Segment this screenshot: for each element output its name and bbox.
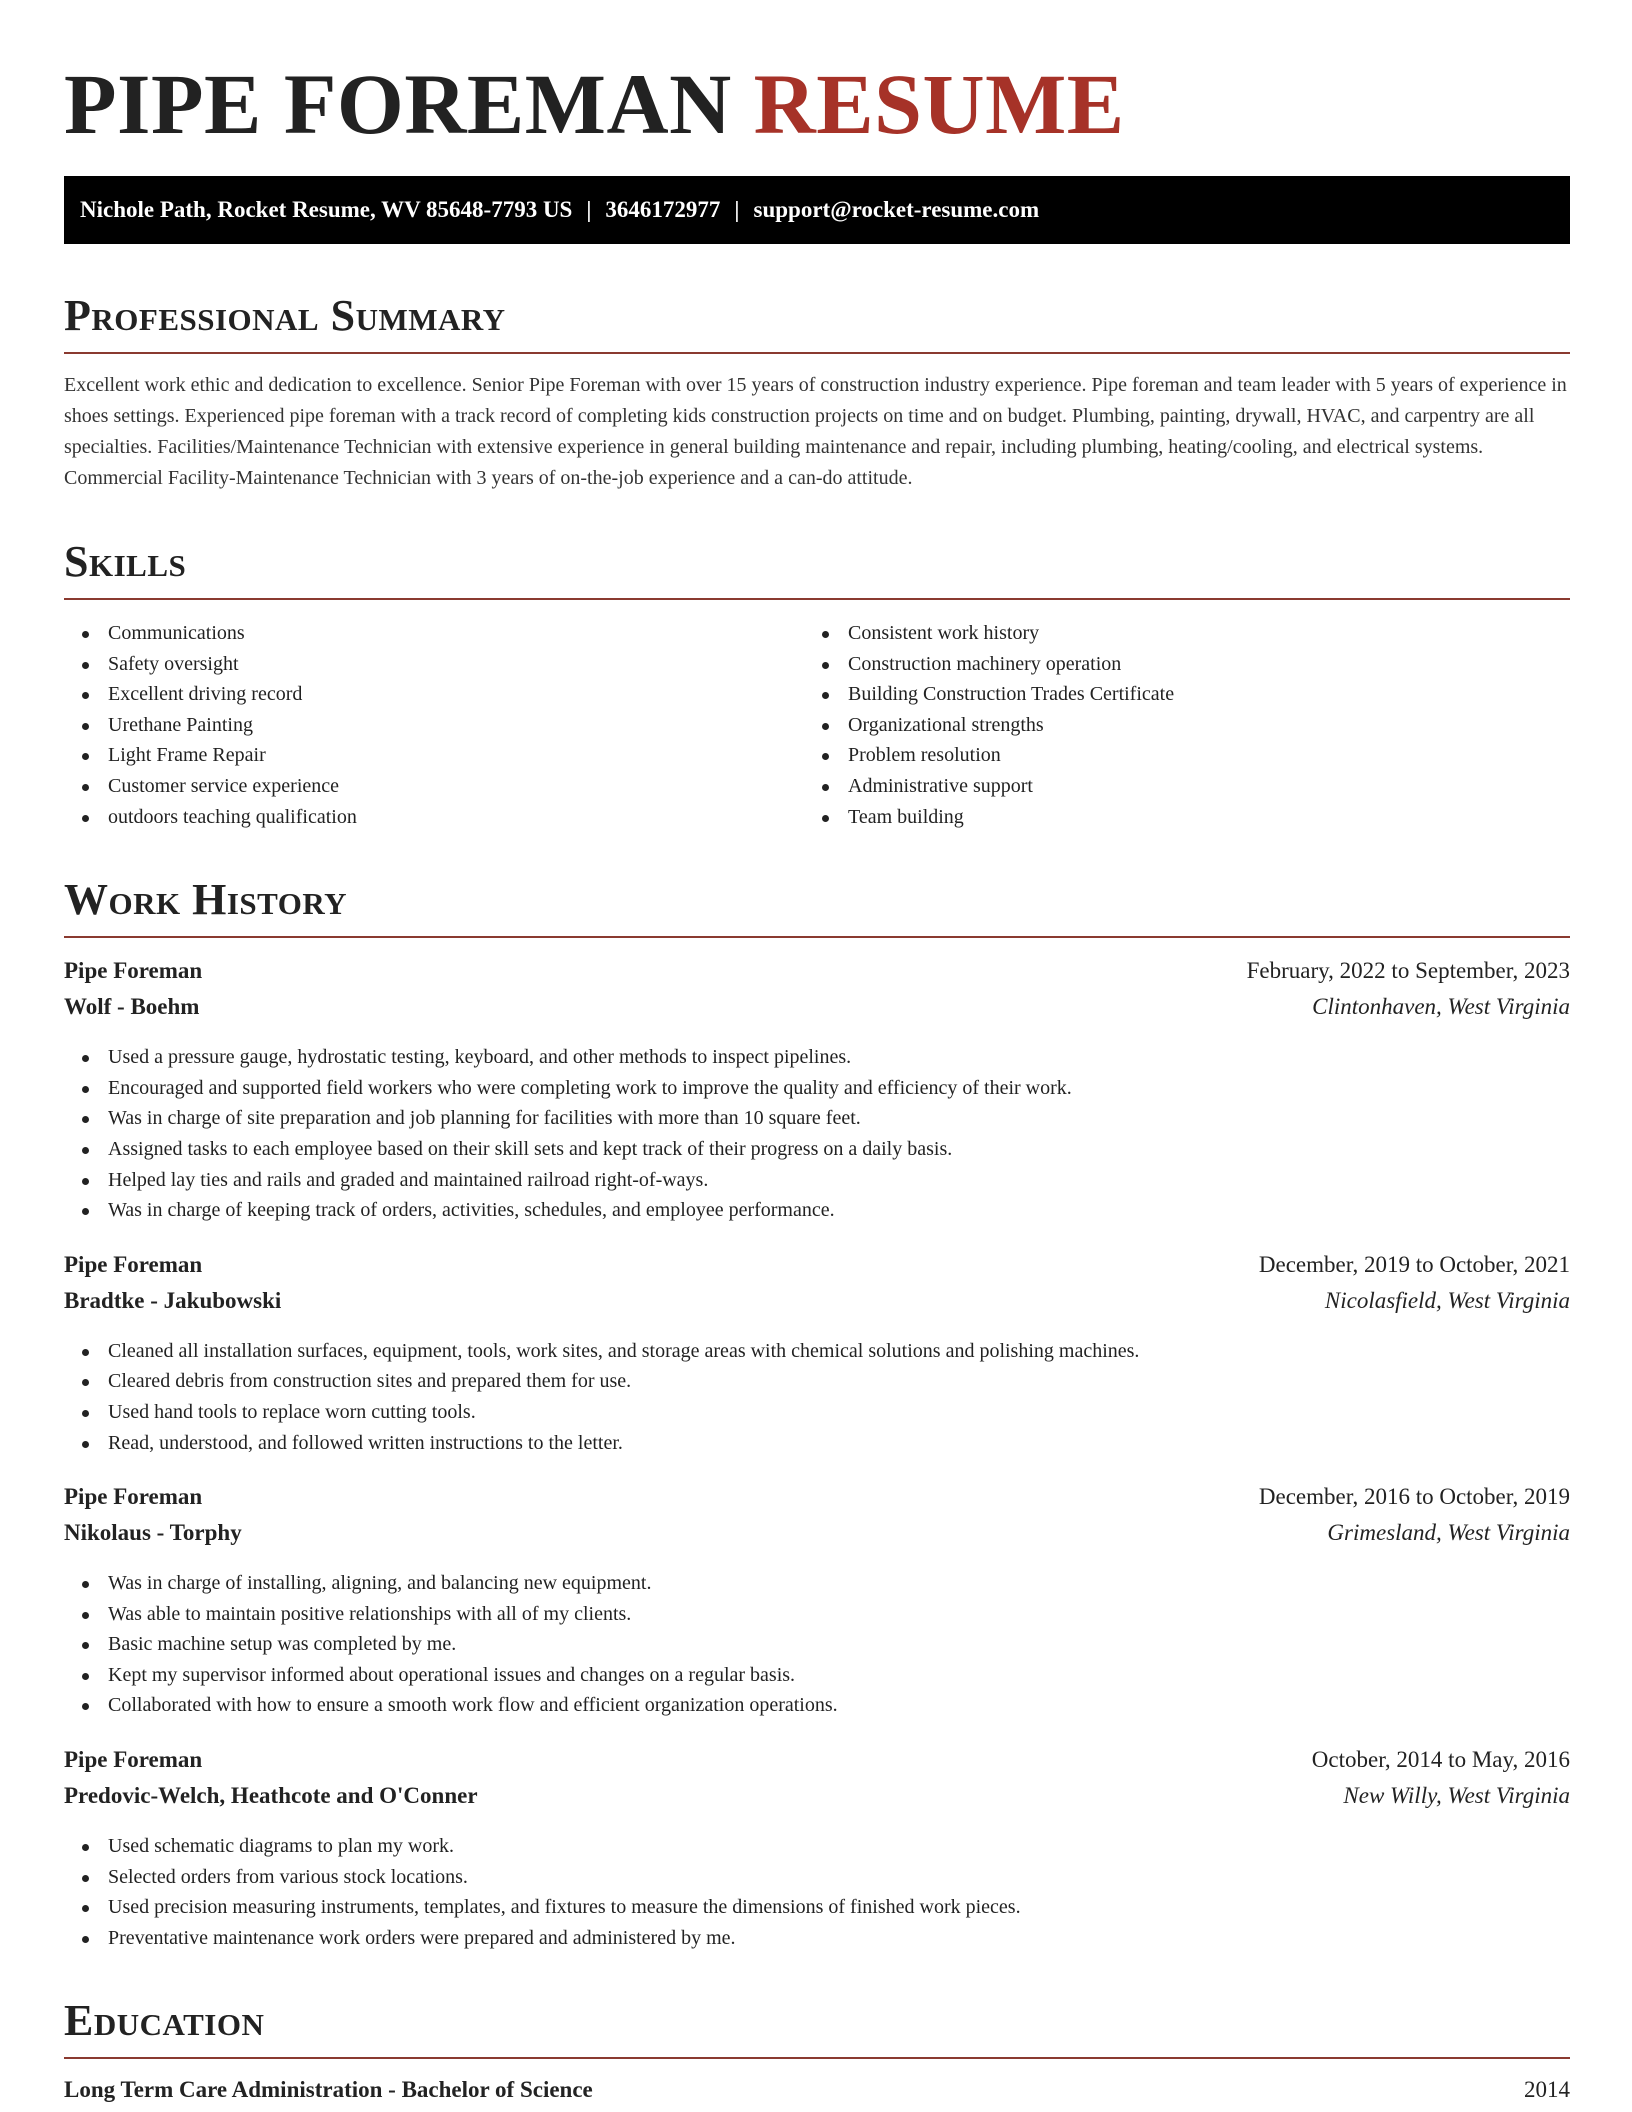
- duty-item: Cleaned all installation surfaces, equipment, tools, work sites, and storage areas with chemical solutions and polishing machines.: [64, 1336, 1570, 1367]
- job-entry: [64, 1252, 1570, 1458]
- job-duties: [64, 1831, 1570, 1953]
- skill-item: Customer service experience: [64, 771, 804, 802]
- job-entry: [64, 1484, 1570, 1721]
- duty-item: Was in charge of keeping track of orders, activities, schedules, and employee performance.: [64, 1195, 1570, 1226]
- education-heading: Education: [64, 1997, 1570, 2059]
- job-company: Nikolaus - Torphy: [64, 1520, 242, 1546]
- education-degree: Long Term Care Administration - Bachelor of Science: [64, 2077, 593, 2103]
- skill-item: Administrative support: [804, 771, 1544, 802]
- contact-phone: 3646172977: [605, 197, 721, 222]
- job-duties: [64, 1568, 1570, 1721]
- resume-title: [64, 54, 1570, 154]
- summary-text: Excellent work ethic and dedication to excellence. Senior Pipe Foreman with over 15 years of construction industry experience. Pipe foreman and team leader with 5 years of experience in shoes settings. Experienced pipe foreman with a track record of completing kids construction projects on time and on budget. Plumbing, painting, drywall, HVAC, and carpentry are all specialties. Facilities/Maintenance Technician with extensive experience in general building maintenance and repair, including plumbing, heating/cooling, and electrical systems. Commercial Facility-Maintenance Technician with 3 years of on-the-job experience and a can-do attitude.: [64, 374, 1567, 489]
- education-entry: [64, 2077, 1570, 2103]
- resume-page: [64, 0, 1570, 2103]
- duty-item: Used hand tools to replace worn cutting tools.: [64, 1397, 1570, 1428]
- skill-item: Construction machinery operation: [804, 649, 1544, 680]
- skill-item: Team building: [804, 802, 1544, 833]
- duty-item: Selected orders from various stock locations.: [64, 1862, 1570, 1893]
- duty-item: Kept my supervisor informed about operational issues and changes on a regular basis.: [64, 1660, 1570, 1691]
- skill-item: Safety oversight: [64, 649, 804, 680]
- job-title: Pipe Foreman: [64, 1484, 203, 1510]
- job-location: Clintonhaven, West Virginia: [1312, 994, 1570, 1020]
- work-history-heading: Work History: [64, 876, 1570, 938]
- job-entry: [64, 1747, 1570, 1953]
- duty-item: Used schematic diagrams to plan my work.: [64, 1831, 1570, 1862]
- job-dates: December, 2019 to October, 2021: [1258, 1251, 1570, 1277]
- duty-item: Assigned tasks to each employee based on their skill sets and kept track of their progress on a daily basis.: [64, 1134, 1570, 1165]
- title-resume-word: RESUME: [753, 56, 1125, 152]
- contact-bar: [64, 176, 1570, 244]
- job-title: Pipe Foreman: [64, 1747, 203, 1773]
- contact-address: Nichole Path, Rocket Resume, WV 85648-7793 US: [80, 197, 573, 222]
- duty-item: Read, understood, and followed written instructions to the letter.: [64, 1428, 1570, 1459]
- duty-item: Was in charge of installing, aligning, and balancing new equipment.: [64, 1568, 1570, 1599]
- summary-heading: Professional Summary: [64, 292, 1570, 354]
- skill-item: Consistent work history: [804, 618, 1544, 649]
- skill-item: Communications: [64, 618, 804, 649]
- job-title: Pipe Foreman: [64, 1251, 203, 1277]
- job-location: Nicolasfield, West Virginia: [1324, 1287, 1570, 1313]
- skills-heading: Skills: [64, 538, 1570, 600]
- job-location: New Willy, West Virginia: [1343, 1783, 1570, 1809]
- skill-item: Urethane Painting: [64, 710, 804, 741]
- job-dates: October, 2014 to May, 2016: [1311, 1747, 1570, 1773]
- contact-separator: |: [734, 197, 740, 222]
- duty-item: Basic machine setup was completed by me.: [64, 1629, 1570, 1660]
- job-location: Grimesland, West Virginia: [1327, 1520, 1570, 1546]
- job-company: Wolf - Boehm: [64, 994, 200, 1020]
- skills-column-left: [64, 618, 804, 832]
- skill-item: Organizational strengths: [804, 710, 1544, 741]
- contact-email: support@rocket-resume.com: [753, 197, 1040, 222]
- duty-item: Was in charge of site preparation and job planning for facilities with more than 10 square feet.: [64, 1103, 1570, 1134]
- skill-item: Building Construction Trades Certificate: [804, 679, 1544, 710]
- job-duties: [64, 1336, 1570, 1458]
- duty-item: Used a pressure gauge, hydrostatic testing, keyboard, and other methods to inspect pipelines.: [64, 1042, 1570, 1073]
- skill-item: Excellent driving record: [64, 679, 804, 710]
- job-duties: [64, 1042, 1570, 1226]
- duty-item: Used precision measuring instruments, templates, and fixtures to measure the dimensions of finished work pieces.: [64, 1892, 1570, 1923]
- duty-item: Cleared debris from construction sites and prepared them for use.: [64, 1366, 1570, 1397]
- job-title: Pipe Foreman: [64, 958, 203, 984]
- education-year: 2014: [1524, 2077, 1570, 2103]
- title-role: PIPE FOREMAN: [64, 56, 732, 152]
- skills-column-right: [804, 618, 1544, 832]
- duty-item: Helped lay ties and rails and graded and maintained railroad right-of-ways.: [64, 1165, 1570, 1196]
- duty-item: Encouraged and supported field workers who were completing work to improve the quality and efficiency of their work.: [64, 1073, 1570, 1104]
- skills-list: [64, 618, 1570, 832]
- duty-item: Was able to maintain positive relationships with all of my clients.: [64, 1599, 1570, 1630]
- job-company: Predovic-Welch, Heathcote and O'Conner: [64, 1783, 478, 1809]
- skill-item: Problem resolution: [804, 740, 1544, 771]
- duty-item: Preventative maintenance work orders were prepared and administered by me.: [64, 1923, 1570, 1954]
- job-dates: December, 2016 to October, 2019: [1258, 1484, 1570, 1510]
- skill-item: outdoors teaching qualification: [64, 802, 804, 833]
- job-dates: February, 2022 to September, 2023: [1246, 958, 1570, 984]
- skill-item: Light Frame Repair: [64, 740, 804, 771]
- contact-separator: |: [586, 197, 592, 222]
- job-company: Bradtke - Jakubowski: [64, 1287, 282, 1313]
- job-entry: [64, 958, 1570, 1226]
- duty-item: Collaborated with how to ensure a smooth work flow and efficient organization operations.: [64, 1690, 1570, 1721]
